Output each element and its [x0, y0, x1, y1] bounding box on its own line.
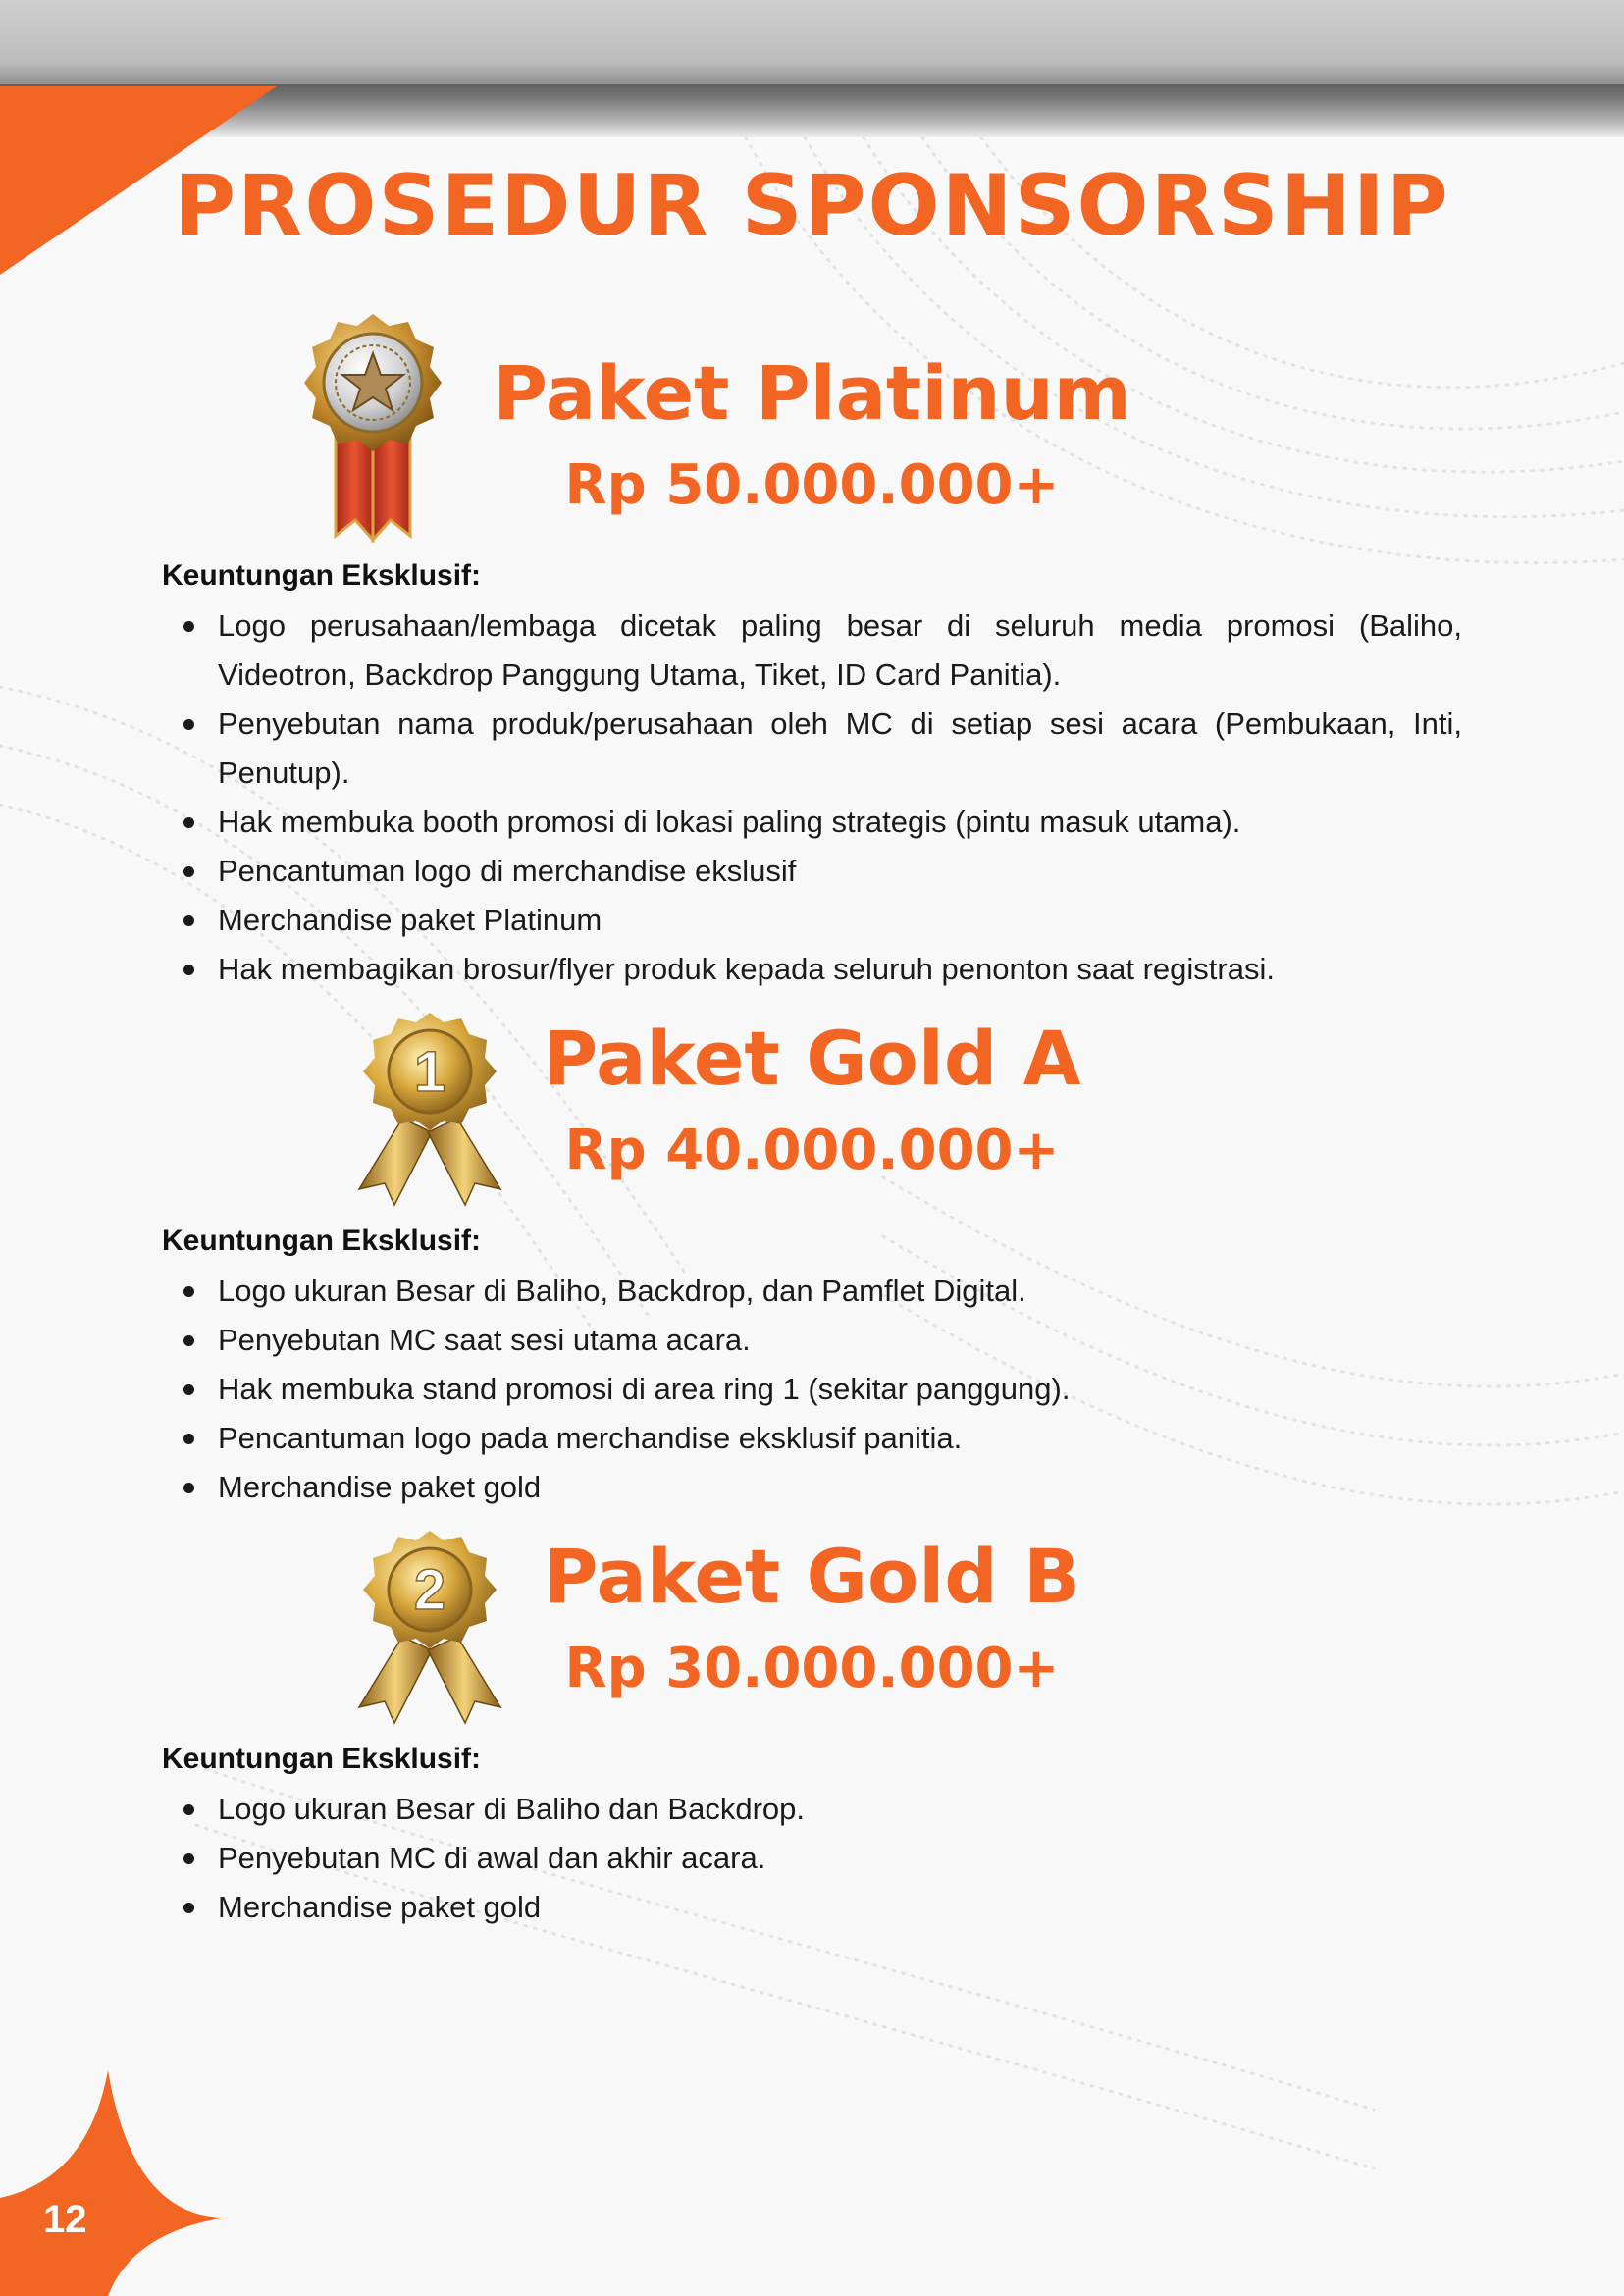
list-item: Penyebutan MC saat sesi utama acara. — [162, 1316, 1462, 1365]
benefits-heading: Keuntungan Eksklusif: — [162, 1225, 482, 1257]
list-item: Logo ukuran Besar di Baliho, Backdrop, dan Pamflet Digital. — [162, 1267, 1462, 1316]
list-item: Pencantuman logo di merchandise ekslusif — [162, 847, 1462, 896]
package-name-gold-a: Paket Gold A — [543, 1015, 1081, 1102]
package-name-platinum: Paket Platinum — [493, 349, 1131, 437]
list-item: Merchandise paket gold — [162, 1463, 1462, 1512]
benefits-heading: Keuntungan Eksklusif: — [162, 1743, 482, 1775]
list-item: Hak membuka stand promosi di area ring 1 (sekitar panggung). — [162, 1365, 1462, 1414]
page-title: PROSEDUR SPONSORSHIP — [174, 157, 1450, 255]
list-item: Merchandise paket Platinum — [162, 896, 1462, 945]
list-item: Merchandise paket gold — [162, 1883, 1462, 1932]
list-item: Pencantuman logo pada merchandise eksklusif panitia. — [162, 1414, 1462, 1463]
package-price-gold-b: Rp 30.000.000+ — [564, 1637, 1060, 1700]
package-price-platinum: Rp 50.000.000+ — [564, 453, 1060, 517]
list-item: Logo ukuran Besar di Baliho dan Backdrop. — [162, 1785, 1462, 1834]
benefits-heading: Keuntungan Eksklusif: — [162, 559, 482, 592]
list-item: Penyebutan MC di awal dan akhir acara. — [162, 1834, 1462, 1883]
package-name-gold-b: Paket Gold B — [543, 1533, 1081, 1620]
medal-number: 1 — [413, 1040, 446, 1104]
list-item: Logo perusahaan/lembaga dicetak paling besar di seluruh media promosi (Baliho, Videotron, Backdrop Panggung Utama, Tiket, ID Card Panitia). — [162, 601, 1462, 700]
list-item: Penyebutan nama produk/perusahaan oleh MC di setiap sesi acara (Pembukaan, Inti, Penutup). — [162, 700, 1462, 798]
benefit-list-gold-a — [162, 1267, 1462, 1512]
list-item: Hak membuka booth promosi di lokasi paling strategis (pintu masuk utama). — [162, 798, 1462, 847]
benefit-list-platinum — [162, 601, 1462, 994]
orange-star-corner-decoration — [0, 2070, 226, 2296]
medal-number: 2 — [413, 1558, 446, 1622]
page-number: 12 — [43, 2198, 87, 2241]
benefit-list-gold-b — [162, 1785, 1462, 1932]
list-item: Hak membagikan brosur/flyer produk kepada seluruh penonton saat registrasi. — [162, 945, 1462, 994]
package-price-gold-a: Rp 40.000.000+ — [564, 1119, 1060, 1182]
